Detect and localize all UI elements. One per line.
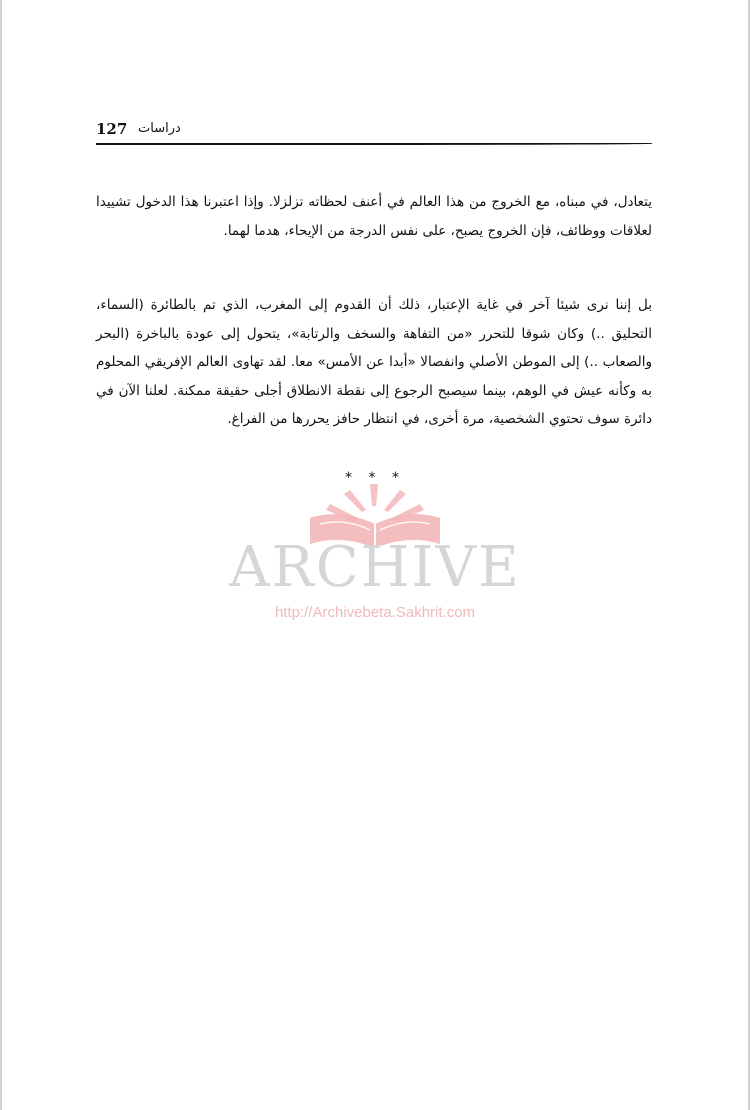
running-header — [96, 120, 652, 144]
running-header-title: دراسات — [138, 121, 181, 136]
header-rule — [96, 143, 652, 145]
section-separator: * * * — [345, 470, 405, 486]
paragraph-text: يتعادل، في مبناه، مع الخروج من هذا العالم في أعنف لحظاته تزلزلا. وإذا اعتبرنا هذا الدخول تشييدا لعلاقات ووظائف، فإن الخروج يصبح، على نفس الدرجة من الإيحاء، هدما لهما. — [96, 194, 652, 239]
body-paragraph-1 — [96, 188, 652, 245]
watermark-title: ARCHIVE — [229, 535, 521, 600]
paragraph-text: بل إننا نرى شيئا آخر في غاية الإعتبار، ذلك أن القدوم إلى المغرب، الذي تم بالطائرة (السماء، التحليق ..) وكان شوقا للتحرر «من التفاهة والسخف والرتابة»، يتحول إلى عودة بالباخرة (البحر والصعاب ..) إلى الموطن الأصلي وانفصالا «أبدا عن الأمس» معا. لقد تهاوى العالم الإفريقي المحلوم به وكأنه عيش في الوهم، بينما سيصبح الرجوع إلى نقطة الانطلاق أجلى حقيقة ممكنة. لعلنا الآن في دائرة سوف تحتوي الشخصية، مرة أخرى، في انتظار حافز يحررها من الفراغ. — [96, 297, 652, 427]
page-number: 127 — [96, 120, 128, 138]
watermark-url: http://Archivebeta.Sakhrit.com — [274, 604, 476, 621]
body-paragraph-2 — [96, 291, 652, 434]
